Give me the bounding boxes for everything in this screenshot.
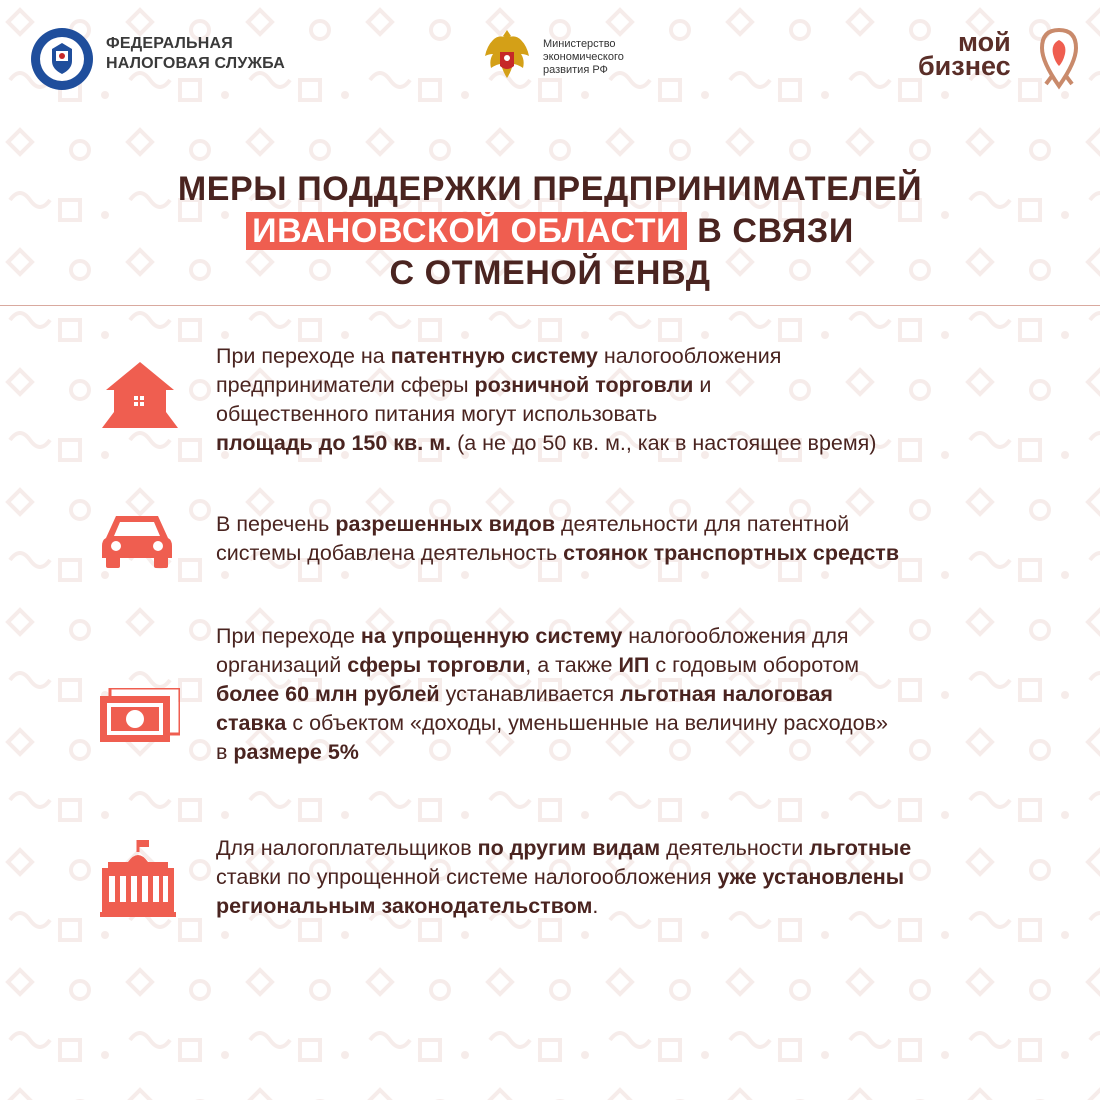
- fns-emblem-icon: [30, 27, 94, 91]
- page-title: [0, 168, 1100, 294]
- bold-text: по другим видам: [477, 836, 661, 860]
- text-segment: Для налогоплательщиков: [216, 836, 478, 860]
- government-building-icon: [100, 838, 176, 918]
- title-highlight: ИВАНОВСКОЙ ОБЛАСТИ: [246, 212, 687, 250]
- text-segment: общественного питания могут использовать: [216, 402, 658, 426]
- item-text-line: [216, 539, 1076, 568]
- bold-text: патентную систему: [390, 344, 598, 368]
- item-text-line: [216, 680, 1076, 709]
- item-text: [216, 622, 1076, 767]
- item-text-line: [216, 400, 1076, 429]
- item-text-line: [216, 510, 1076, 539]
- ministry-name-line2: экономического: [543, 51, 624, 63]
- moy-biznes-logo-text: [918, 27, 1011, 81]
- russian-coat-of-arms-icon: [478, 26, 536, 88]
- item-text-line: [216, 429, 1076, 458]
- bold-text: стоянок транспортных средств: [563, 541, 900, 565]
- header: [0, 0, 1100, 120]
- text-segment: устанавливается: [439, 682, 621, 706]
- item-text-line: [216, 863, 1076, 892]
- item-text-line: [216, 622, 1076, 651]
- ministry-name-line3: развития РФ: [543, 64, 608, 76]
- fns-name-line2: НАЛОГОВАЯ СЛУЖБА: [106, 55, 285, 72]
- bold-text: ставка: [216, 711, 287, 735]
- text-segment: налогообложения: [597, 344, 782, 368]
- text-segment: и: [693, 373, 712, 397]
- item-text-line: [216, 709, 1076, 738]
- title-line1: МЕРЫ ПОДДЕРЖКИ ПРЕДПРИНИМАТЕЛЕЙ: [177, 170, 923, 208]
- title-line3: С ОТМЕНОЙ ЕНВД: [389, 254, 711, 292]
- fns-name-line1: ФЕДЕРАЛЬНАЯ: [106, 35, 233, 52]
- bold-text: размере 5%: [233, 740, 359, 764]
- bold-text: сферы торговли: [347, 653, 526, 677]
- item-text-line: [216, 371, 1076, 400]
- title-line2: [0, 210, 1100, 252]
- brand-line2: бизнес: [918, 51, 1011, 81]
- bold-text: разрешенных видов: [335, 512, 556, 536]
- text-segment: ставки по упрощенной системе налогообложения: [216, 865, 718, 889]
- item-text: [216, 834, 1076, 921]
- house-icon: [92, 358, 188, 434]
- item-text-line: [216, 342, 1076, 371]
- text-segment: предприниматели сферы: [216, 373, 475, 397]
- brand-line1: мой: [957, 27, 1011, 57]
- bold-text: ИП: [618, 653, 650, 677]
- ministry-name: [543, 38, 624, 77]
- car-icon: [100, 512, 174, 570]
- bold-text: льготная налоговая: [620, 682, 833, 706]
- text-segment: В перечень: [216, 512, 336, 536]
- item-text-line: [216, 738, 1076, 767]
- text-segment: При переходе: [216, 624, 361, 648]
- text-segment: деятельности для патентной: [555, 512, 850, 536]
- text-segment: с годовым оборотом: [649, 653, 860, 677]
- text-segment: , а также: [525, 653, 619, 677]
- text-segment: .: [592, 894, 599, 918]
- location-pin-icon: [1036, 26, 1082, 94]
- bold-text: более 60 млн рублей: [216, 682, 440, 706]
- fns-name: [106, 34, 285, 74]
- ministry-name-line1: Министерство: [543, 38, 616, 50]
- bold-text: розничной торговли: [474, 373, 694, 397]
- text-segment: деятельности: [660, 836, 810, 860]
- item-text: [216, 510, 1076, 568]
- bold-text: площадь до 150 кв. м.: [216, 431, 452, 455]
- title-line2-rest: В СВЯЗИ: [687, 212, 854, 250]
- text-segment: системы добавлена деятельность: [216, 541, 564, 565]
- item-text-line: [216, 651, 1076, 680]
- text-segment: При переходе на: [216, 344, 391, 368]
- text-segment: с объектом «доходы, уменьшенные на величину расходов»: [286, 711, 888, 735]
- text-segment: налогообложения для: [622, 624, 849, 648]
- bold-text: региональным законодательством: [216, 894, 593, 918]
- bold-text: льготные: [809, 836, 912, 860]
- text-segment: в: [216, 740, 234, 764]
- text-segment: (а не до 50 кв. м., как в настоящее время): [451, 431, 877, 455]
- money-icon: [100, 688, 180, 744]
- item-text-line: [216, 892, 1076, 921]
- text-segment: организаций: [216, 653, 348, 677]
- item-text: [216, 342, 1076, 458]
- item-text-line: [216, 834, 1076, 863]
- divider: [0, 305, 1100, 306]
- bold-text: на упрощенную систему: [360, 624, 623, 648]
- bold-text: уже установлены: [717, 865, 905, 889]
